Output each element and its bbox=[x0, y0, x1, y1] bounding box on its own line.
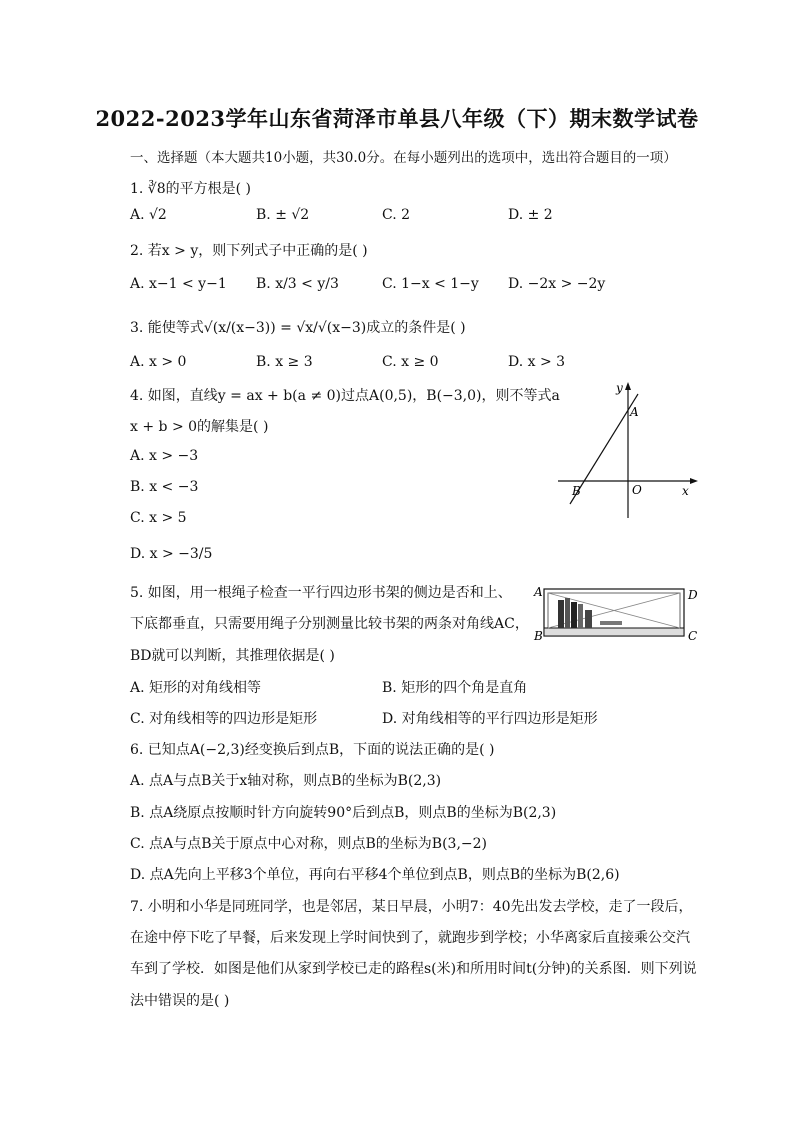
label-b: B bbox=[534, 629, 543, 643]
question-3-option-a: A. x > 0 bbox=[130, 354, 187, 370]
question-1-option-c: C. 2 bbox=[382, 207, 411, 223]
question-3-stem: 3. 能使等式√(x/(x−3)) = √x/√(x−3)成立的条件是( ) bbox=[130, 320, 466, 336]
question-5-figure bbox=[530, 582, 700, 644]
question-5-stem-line1: 5. 如图，用一根绳子检查一平行四边形书架的侧边是否和上、 bbox=[130, 585, 512, 601]
label-c: C bbox=[688, 629, 698, 643]
question-5-option-d: D. 对角线相等的平行四边形是矩形 bbox=[382, 711, 598, 727]
question-6-stem: 6. 已知点A(−2,3)经变换后到点B，下面的说法正确的是( ) bbox=[130, 742, 495, 758]
question-1-option-d: D. ± 2 bbox=[508, 207, 553, 223]
label-o: O bbox=[632, 483, 642, 497]
question-5-stem-line2: 下底都垂直，只需要用绳子分别测量比较书架的两条对角线AC， bbox=[130, 616, 529, 632]
question-6-option-d: D. 点A先向上平移3个单位，再向右平移4个单位到点B，则点B的坐标为B(2,6) bbox=[130, 867, 620, 883]
question-2-option-d: D. −2x > −2y bbox=[508, 276, 606, 292]
question-6-option-a: A. 点A与点B关于x轴对称，则点B的坐标为B(2,3) bbox=[130, 773, 442, 789]
label-b: B bbox=[572, 484, 581, 498]
question-6-option-b: B. 点A绕原点按顺时针方向旋转90°后到点B，则点B的坐标为B(2,3) bbox=[130, 805, 557, 821]
question-7-stem-line1: 7. 小明和小华是同班同学，也是邻居，某日早晨，小明7：40先出发去学校，走了一段后， bbox=[130, 899, 693, 915]
question-4-figure bbox=[552, 378, 702, 520]
question-7-stem-line4: 法中错误的是( ) bbox=[130, 993, 230, 1009]
label-a: A bbox=[534, 585, 543, 599]
label-y: y bbox=[616, 381, 623, 395]
question-5-stem-line3: BD就可以判断，其推理依据是( ) bbox=[130, 648, 335, 664]
x-axis-arrow bbox=[690, 478, 698, 484]
question-2-option-b: B. x/3 < y/3 bbox=[256, 276, 339, 292]
question-4-option-c: C. x > 5 bbox=[130, 510, 187, 526]
question-2-stem: 2. 若x > y，则下列式子中正确的是( ) bbox=[130, 243, 368, 259]
question-7-stem-line2: 在途中停下吃了早餐，后来发现上学时间快到了，就跑步到学校；小华离家后直接乘公交汽 bbox=[130, 930, 690, 946]
question-5-option-b: B. 矩形的四个角是直角 bbox=[382, 680, 528, 696]
question-1-stem: 1. ∛8的平方根是( ) bbox=[130, 181, 252, 197]
question-4-option-b: B. x < −3 bbox=[130, 479, 199, 495]
question-3-option-c: C. x ≥ 0 bbox=[382, 354, 439, 370]
question-7-stem-line3: 车到了学校．如图是他们从家到学校已走的路程s(米)和所用时间t(分钟)的关系图．则下列说 bbox=[130, 961, 697, 977]
question-5-option-a: A. 矩形的对角线相等 bbox=[130, 680, 262, 696]
question-4-stem-line1: 4. 如图，直线y = ax + b(a ≠ 0)过点A(0,5)，B(−3,0)，则不等式a bbox=[130, 388, 560, 404]
label-x: x bbox=[682, 484, 689, 498]
section-heading: 一、选择题（本大题共10小题，共30.0分。在每小题列出的选项中，选出符合题目的一项） bbox=[130, 150, 677, 166]
question-4-option-d: D. x > −3/5 bbox=[130, 546, 213, 562]
question-3-option-d: D. x > 3 bbox=[508, 354, 566, 370]
y-axis-arrow bbox=[625, 382, 631, 390]
page-title: 2022-2023学年山东省菏泽市单县八年级（下）期末数学试卷 bbox=[95, 106, 699, 131]
question-5-option-c: C. 对角线相等的四边形是矩形 bbox=[130, 711, 318, 727]
question-2-option-c: C. 1−x < 1−y bbox=[382, 276, 479, 292]
question-3-option-b: B. x ≥ 3 bbox=[256, 354, 313, 370]
question-6-option-c: C. 点A与点B关于原点中心对称，则点B的坐标为B(3,−2) bbox=[130, 836, 488, 852]
question-2-option-a: A. x−1 < y−1 bbox=[130, 276, 227, 292]
question-4-stem-line2: x + b > 0的解集是( ) bbox=[130, 419, 269, 435]
question-1-option-b: B. ± √2 bbox=[256, 207, 310, 223]
question-4-option-a: A. x > −3 bbox=[130, 448, 199, 464]
question-1-option-a: A. √2 bbox=[130, 207, 167, 223]
shelf-base bbox=[544, 628, 684, 636]
label-d: D bbox=[688, 588, 698, 602]
label-a: A bbox=[630, 405, 639, 419]
